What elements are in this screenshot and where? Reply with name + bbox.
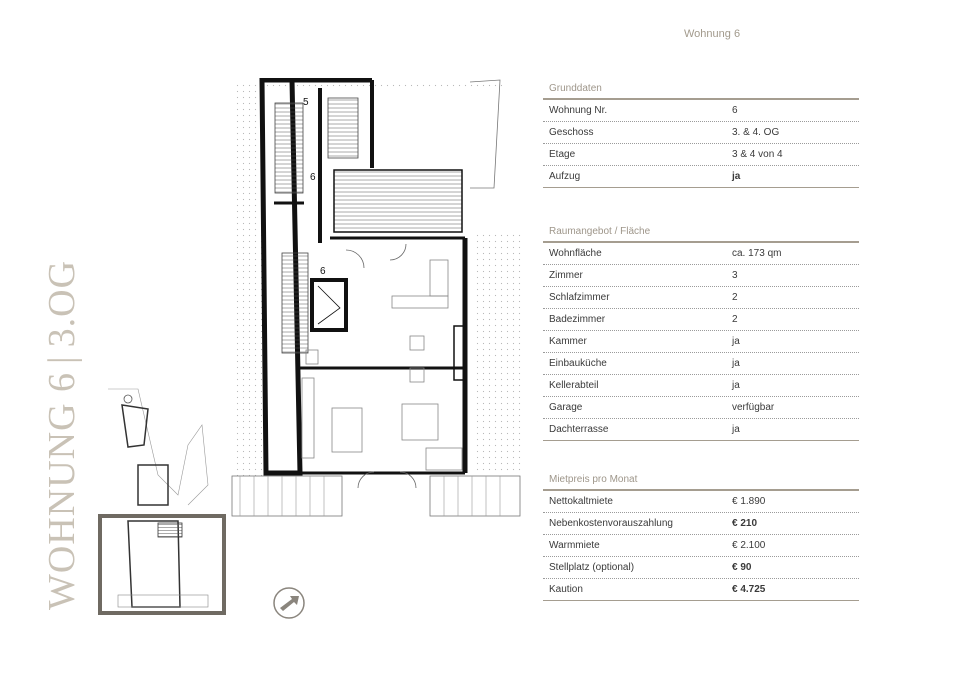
- row-value: ca. 173 qm: [732, 248, 782, 259]
- table-row: [543, 122, 859, 144]
- table-row: [543, 579, 859, 601]
- row-label: Etage: [549, 149, 576, 160]
- table-row: [543, 353, 859, 375]
- row-label: Kellerabteil: [549, 380, 599, 391]
- row-label: Garage: [549, 402, 583, 413]
- side-title-left: WOHNUNG 6: [41, 371, 83, 610]
- page-header-title: Wohnung 6: [684, 28, 741, 40]
- row-value: ja: [732, 380, 740, 391]
- row-value: 2: [732, 314, 738, 325]
- table-row: [543, 265, 859, 287]
- row-label: Aufzug: [549, 171, 581, 182]
- row-value: ja: [732, 336, 740, 347]
- row-label: Badezimmer: [549, 314, 606, 325]
- row-label: Kammer: [549, 336, 587, 347]
- table-row: [543, 535, 859, 557]
- section-title: Raumangebot / Fläche: [549, 226, 651, 237]
- row-value: verfügbar: [732, 402, 775, 413]
- north-arrow-icon: [272, 586, 306, 620]
- row-value: € 210: [732, 518, 758, 529]
- section-title: Mietpreis pro Monat: [549, 474, 638, 485]
- side-title: [40, 260, 84, 610]
- table-row: [543, 491, 859, 513]
- row-label: Dachterrasse: [549, 424, 609, 435]
- row-value: 3. & 4. OG: [732, 127, 780, 138]
- table-row: [543, 419, 859, 441]
- side-title-right: 3.OG: [41, 259, 83, 348]
- row-value: € 1.890: [732, 496, 766, 507]
- row-value: € 4.725: [732, 584, 766, 595]
- stair-number: 5: [303, 97, 309, 108]
- grunddaten-table: [543, 82, 859, 188]
- stair-number: 6: [320, 266, 326, 277]
- table-row: [543, 287, 859, 309]
- row-value: € 90: [732, 562, 752, 573]
- floor-plan: [230, 78, 522, 518]
- table-row: [543, 375, 859, 397]
- row-label: Nebenkostenvorauszahlung: [549, 518, 673, 529]
- row-value: 6: [732, 105, 738, 116]
- stair-number: 6: [310, 172, 316, 183]
- row-label: Stellplatz (optional): [549, 562, 635, 573]
- row-label: Geschoss: [549, 127, 594, 138]
- table-row: [543, 397, 859, 419]
- table-row: [543, 557, 859, 579]
- row-value: 3 & 4 von 4: [732, 149, 783, 160]
- row-label: Zimmer: [549, 270, 583, 281]
- table-row: [543, 144, 859, 166]
- table-row: [543, 100, 859, 122]
- table-row: [543, 309, 859, 331]
- row-label: Warmmiete: [549, 540, 600, 551]
- row-label: Nettokaltmiete: [549, 496, 613, 507]
- side-title-separator: |: [41, 355, 83, 364]
- row-value: ja: [732, 358, 740, 369]
- table-row: [543, 331, 859, 353]
- row-label: Wohnung Nr.: [549, 105, 608, 116]
- row-label: Einbauküche: [549, 358, 607, 369]
- table-row: [543, 166, 859, 188]
- row-label: Kaution: [549, 584, 583, 595]
- row-value: ja: [732, 171, 741, 182]
- raumangebot-table: [543, 225, 859, 441]
- site-plan-thumbnail: [98, 385, 226, 615]
- mietpreis-table: [543, 473, 859, 601]
- row-label: Schlafzimmer: [549, 292, 610, 303]
- row-value: € 2.100: [732, 540, 766, 551]
- row-label: Wohnfläche: [549, 248, 602, 259]
- row-value: ja: [732, 424, 740, 435]
- table-row: [543, 243, 859, 265]
- table-row: [543, 513, 859, 535]
- section-title: Grunddaten: [549, 83, 602, 94]
- row-value: 2: [732, 292, 738, 303]
- row-value: 3: [732, 270, 738, 281]
